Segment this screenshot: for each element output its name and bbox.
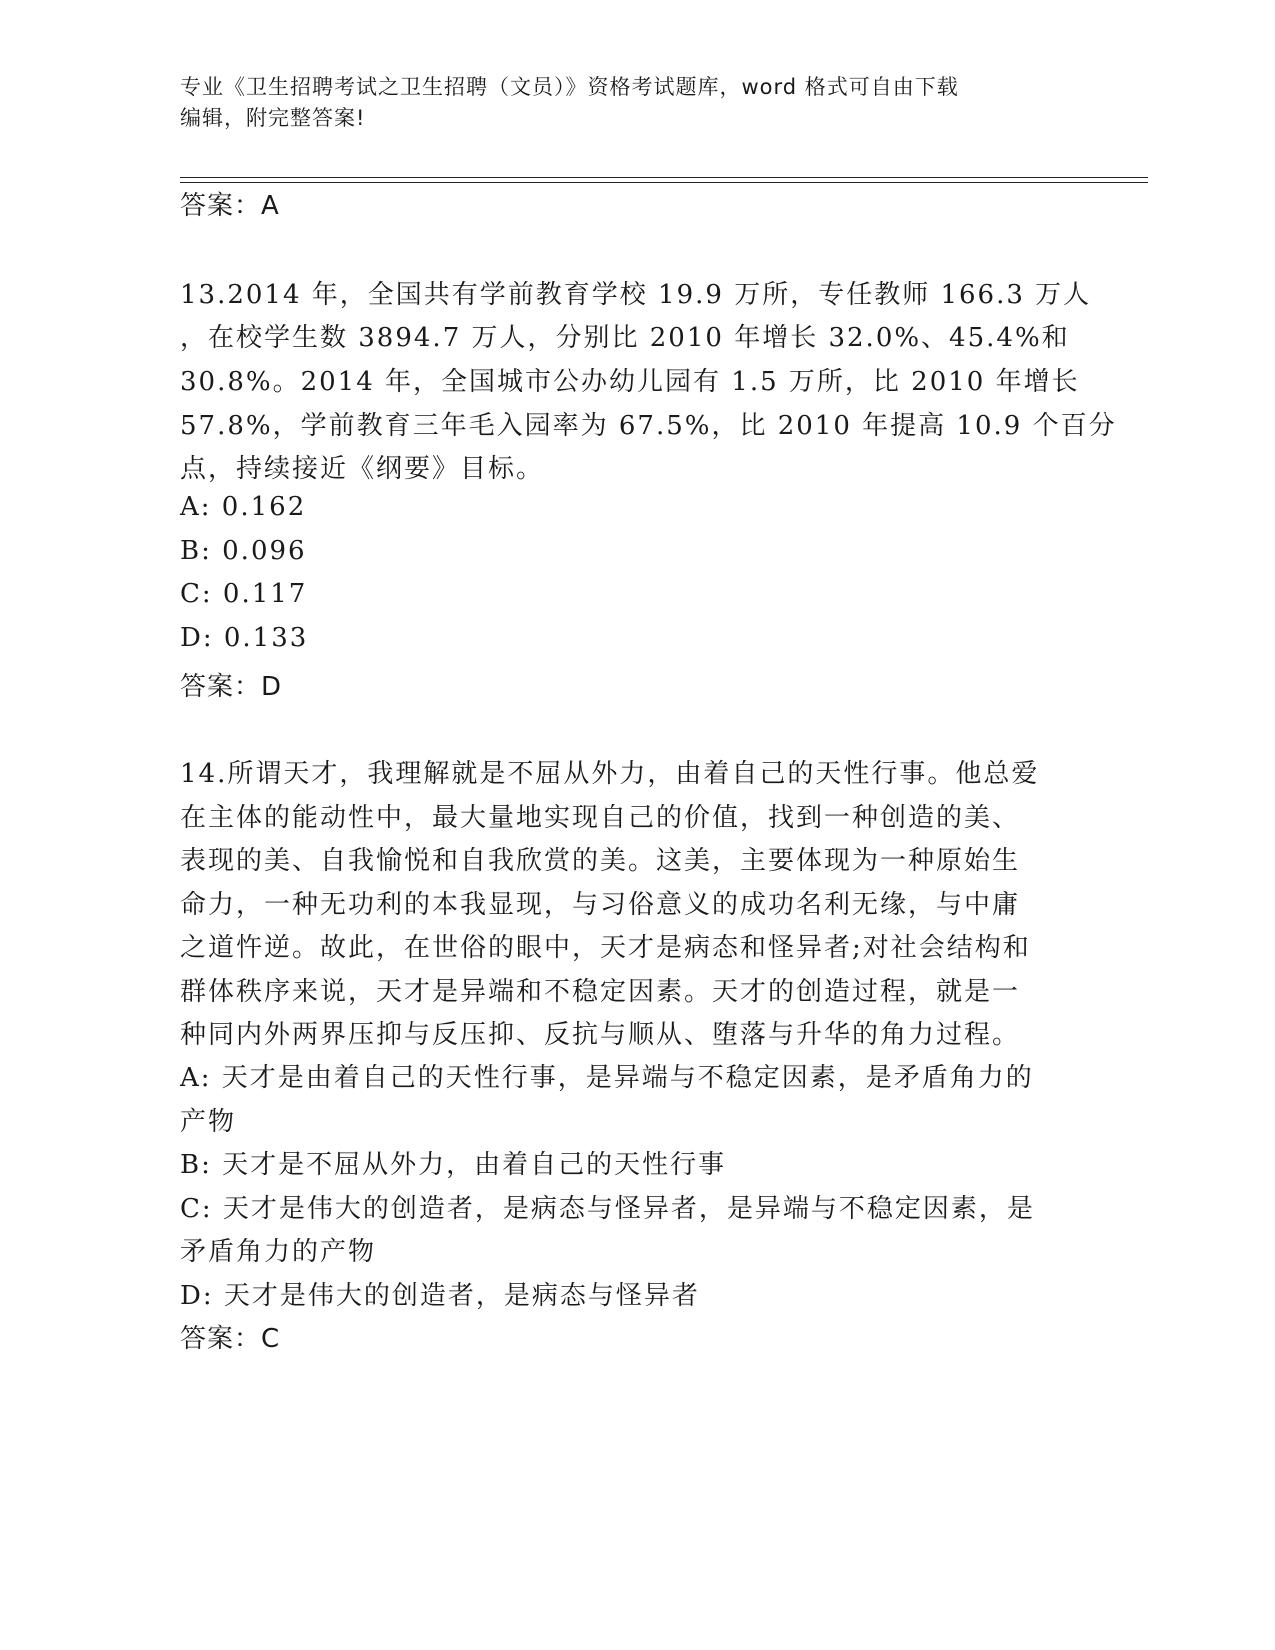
header-divider-top bbox=[180, 177, 1148, 178]
page-header bbox=[180, 72, 1050, 134]
q14-option-c-cont: 矛盾角力的产物 bbox=[180, 1237, 377, 1267]
q14-text-line: 14.所谓天才，我理解就是不屈从外力，由着自己的天性行事。他总爱 bbox=[180, 759, 1040, 789]
q13-answer: 答案：D bbox=[180, 672, 283, 702]
q14-text-line: 群体秩序来说，天才是异端和不稳定因素。天才的创造过程，就是一 bbox=[180, 977, 1021, 1007]
q13-option-d: D: 0.133 bbox=[180, 623, 309, 653]
q14-text-line: 种同内外两界压抑与反压抑、反抗与顺从、堕落与升华的角力过程。 bbox=[180, 1020, 1021, 1050]
q13-text-line: 13.2014 年，全国共有学前教育学校 19.9 万所，专任教师 166.3 万人 bbox=[180, 280, 1092, 310]
q14-text-line: 命力，一种无功利的本我显现，与习俗意义的成功名利无缘，与中庸 bbox=[180, 890, 1021, 920]
header-line-2: 编辑，附完整答案! bbox=[180, 106, 366, 130]
q13-option-a: A: 0.162 bbox=[180, 492, 307, 522]
q13-option-b: B: 0.096 bbox=[180, 536, 307, 566]
q14-text-line: 之道忤逆。故此，在世俗的眼中，天才是病态和怪异者;对社会结构和 bbox=[180, 933, 1031, 963]
q14-answer: 答案：C bbox=[180, 1324, 281, 1354]
q14-option-a: A: 天才是由着自己的天性行事，是异端与不稳定因素，是矛盾角力的 bbox=[180, 1063, 1034, 1093]
q14-option-d: D: 天才是伟大的创造者，是病态与怪异者 bbox=[180, 1281, 700, 1311]
q13-text-line: 30.8%。2014 年，全国城市公办幼儿园有 1.5 万所，比 2010 年增长 bbox=[180, 367, 1080, 397]
prev-answer: 答案：A bbox=[180, 191, 280, 221]
q14-text-line: 表现的美、自我愉悦和自我欣赏的美。这美，主要体现为一种原始生 bbox=[180, 846, 1021, 876]
q13-option-c: C: 0.117 bbox=[180, 579, 308, 609]
q14-option-a-cont: 产物 bbox=[180, 1107, 237, 1137]
q13-text-line: 点，持续接近《纲要》目标。 bbox=[180, 454, 545, 484]
header-line-1: 专业《卫生招聘考试之卫生招聘（文员）》资格考试题库，word 格式可自由下载 bbox=[180, 75, 959, 99]
q14-option-b: B: 天才是不屈从外力，由着自己的天性行事 bbox=[180, 1150, 727, 1180]
header-divider-bottom bbox=[180, 182, 1148, 183]
q13-text-line: 57.8%，学前教育三年毛入园率为 67.5%，比 2010 年提高 10.9 个百分 bbox=[180, 411, 1117, 441]
q14-text-line: 在主体的能动性中，最大量地实现自己的价值，找到一种创造的美、 bbox=[180, 803, 1021, 833]
q14-option-c: C: 天才是伟大的创造者，是病态与怪异者，是异端与不稳定因素，是 bbox=[180, 1194, 1035, 1224]
q13-text-line: ，在校学生数 3894.7 万人，分别比 2010 年增长 32.0%、45.4%和 bbox=[180, 323, 1070, 353]
